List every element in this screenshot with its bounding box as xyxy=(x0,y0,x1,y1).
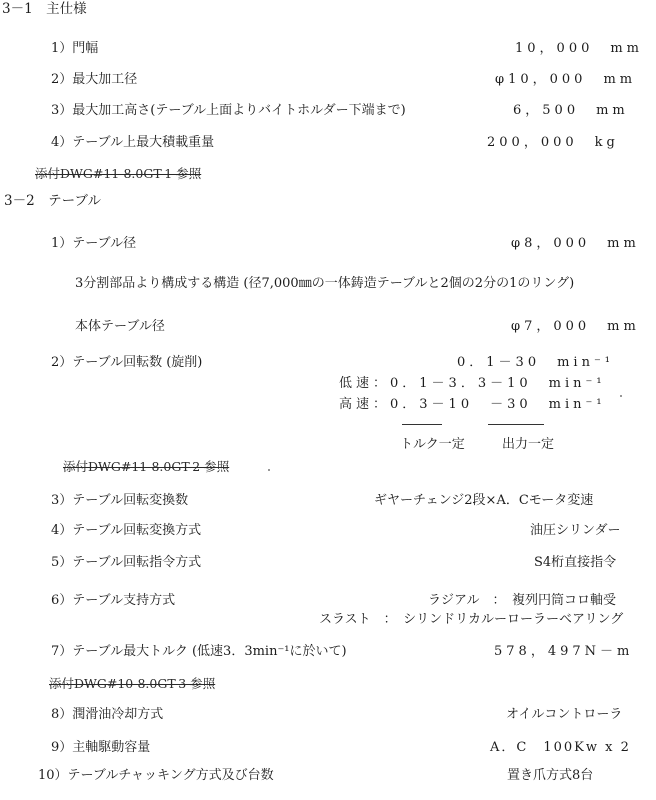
spec-label-body-diameter: 本体テーブル径 xyxy=(75,319,165,334)
spec-label-max-torque: 7）テーブル最大トルク (低速3．3min⁻¹に於いて) xyxy=(51,644,347,659)
spec-label-rotation-speed: 2）テーブル回転数 (旋削) xyxy=(51,355,203,370)
spec-value-low-speed: 低速：0．1－3．3－10 min⁻¹ xyxy=(339,376,606,391)
spec-value-table-diameter: φ8，000 mm xyxy=(511,236,640,251)
drawing-reference-1: 添付DWG#11-8.0GT-1 参照 xyxy=(35,166,202,181)
spec-label-max-diameter: 2）最大加工径 xyxy=(51,72,138,87)
spec-value-thrust-bearing: スラスト ： シリンドリカルーローラーベアリング xyxy=(319,612,624,627)
spec-value-max-load: 200，000 kg xyxy=(487,135,619,150)
spec-value-speed-change-count: ギヤーチェンジ2段×A．Cモータ変速 xyxy=(374,493,594,508)
spec-label-max-height: 3）最大加工高さ(テーブル上面よりバイトホルダー下端まで) xyxy=(51,103,406,118)
section-heading-3-1: 3－1 主仕様 xyxy=(2,1,87,17)
spec-label-table-chucking: 10）テーブルチャッキング方式及び台数 xyxy=(38,768,274,783)
structure-note: 3分割部品より構成する構造 (径7,000㎜の一体鋳造テーブルと2個の2分の1のリング) xyxy=(75,276,575,291)
torque-range-underline xyxy=(402,424,442,425)
drawing-reference-2: 添付DWG#11-8.0GT-2 参照 xyxy=(63,459,230,474)
spec-value-spindle-drive-capacity: A．C 100Kw x 2 xyxy=(490,740,631,755)
spec-value-radial-bearing: ラジアル ： 複列円筒コロ軸受 xyxy=(428,593,616,608)
spec-value-door-width: 10，000 mm xyxy=(515,41,644,56)
spec-label-table-diameter: 1）テーブル径 xyxy=(51,236,137,251)
spec-value-body-diameter: φ7，000 mm xyxy=(511,319,640,334)
spec-label-speed-change-method: 4）テーブル回転変換方式 xyxy=(51,523,202,538)
spec-label-max-load: 4）テーブル上最大積載重量 xyxy=(51,135,215,150)
spec-value-rotation-speed: 0．1－30 min⁻¹ xyxy=(457,355,615,370)
spec-label-support-method: 6）テーブル支持方式 xyxy=(51,593,176,608)
spec-value-high-speed: 高速：0．3－10 －30 min⁻¹ xyxy=(339,397,606,412)
drawing-reference-3: 添付DWG#10-8.0GT-3 参照 xyxy=(49,676,216,691)
spec-value-speed-change-method: 油圧シリンダー xyxy=(530,523,621,538)
output-range-underline xyxy=(488,424,544,425)
spec-label-speed-change-count: 3）テーブル回転変換数 xyxy=(51,493,189,508)
spec-value-max-torque: 578，497N－m xyxy=(494,644,634,659)
spec-label-spindle-drive-capacity: 9）主軸駆動容量 xyxy=(51,740,151,755)
spec-label-door-width: 1）門幅 xyxy=(51,41,99,56)
output-constant-label: 出力一定 xyxy=(502,437,555,452)
spec-value-max-height: 6，500 mm xyxy=(513,103,629,118)
section-heading-3-2: 3－2 テーブル xyxy=(4,193,101,209)
spec-label-rotation-command: 5）テーブル回転指令方式 xyxy=(51,555,202,570)
spec-value-rotation-command: S4桁直接指令 xyxy=(534,555,617,570)
spec-label-lubrication-cooling: 8）潤滑油冷却方式 xyxy=(51,707,164,722)
scan-speck xyxy=(268,469,270,471)
spec-value-max-diameter: φ10，000 mm xyxy=(495,72,637,87)
spec-value-table-chucking: 置き爪方式8台 xyxy=(507,768,594,783)
spec-value-lubrication-cooling: オイルコントローラ xyxy=(506,707,623,722)
scan-speck xyxy=(620,395,622,397)
torque-constant-label: トルク一定 xyxy=(400,437,465,452)
